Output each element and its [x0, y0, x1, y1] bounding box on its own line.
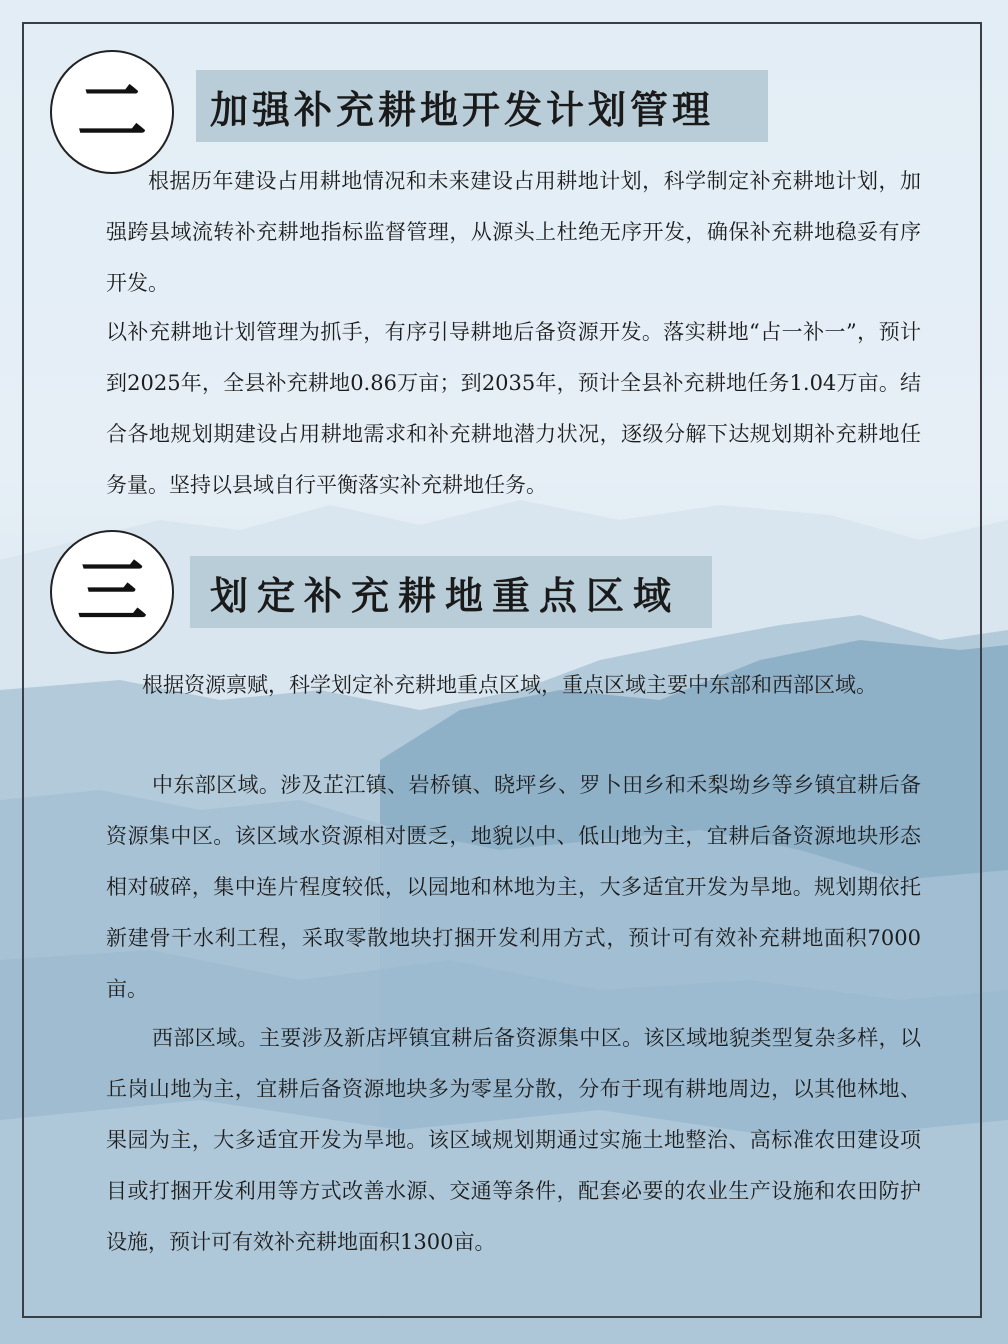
section-3-paragraph-2: 中东部区域。涉及芷江镇、岩桥镇、晓坪乡、罗卜田乡和禾梨坳乡等乡镇宜耕后备资源集中区。该区域水资源相对匮乏，地貌以中、低山地为主，宜耕后备资源地块形态相对破碎，集中连片程度较低，以园地和林地为主，大多适宜开发为旱地。规划期依托新建骨干水利工程，采取零散地块打捆开发利用方式，预计可有效补充耕地面积7000亩。 — [106, 773, 921, 1001]
section-3-title-text: 划定补充耕地重点区域 — [210, 572, 681, 618]
section-2-paragraph-2: 以补充耕地计划管理为抓手，有序引导耕地后备资源开发。落实耕地“占一补一”，预计到2025年，全县补充耕地0.86万亩；到2035年，预计全县补充耕地任务1.04万亩。结合各地规划期建设占用耕地需求和补充耕地潜力状况，逐级分解下达规划期补充耕地任务量。坚持以县域自行平衡落实补充耕地任务。 — [106, 320, 921, 497]
section-3-paragraph-1: 根据资源禀赋，科学划定补充耕地重点区域，重点区域主要中东部和西部区域。 — [142, 673, 877, 697]
section-3-title — [190, 556, 712, 628]
section-2-numeral: 二 — [50, 50, 174, 174]
section-2-title-text: 加强补充耕地开发计划管理 — [210, 86, 715, 132]
section-3-paragraph-3: 西部区域。主要涉及新店坪镇宜耕后备资源集中区。该区域地貌类型复杂多样，以丘岗山地为主，宜耕后备资源地块多为零星分散，分布于现有耕地周边，以其他林地、果园为主，大多适宜开发为旱地。该区域规划期通过实施土地整治、高标准农田建设项目或打捆开发利用等方式改善水源、交通等条件，配套必要的农业生产设施和农田防护设施，预计可有效补充耕地面积1300亩。 — [106, 1026, 921, 1254]
section-3-numeral: 三 — [50, 530, 174, 654]
section-2-title — [196, 70, 768, 142]
section-2-paragraph-1: 根据历年建设占用耕地情况和未来建设占用耕地计划，科学制定补充耕地计划，加强跨县域流转补充耕地指标监督管理，从源头上杜绝无序开发，确保补充耕地稳妥有序开发。 — [106, 169, 921, 295]
